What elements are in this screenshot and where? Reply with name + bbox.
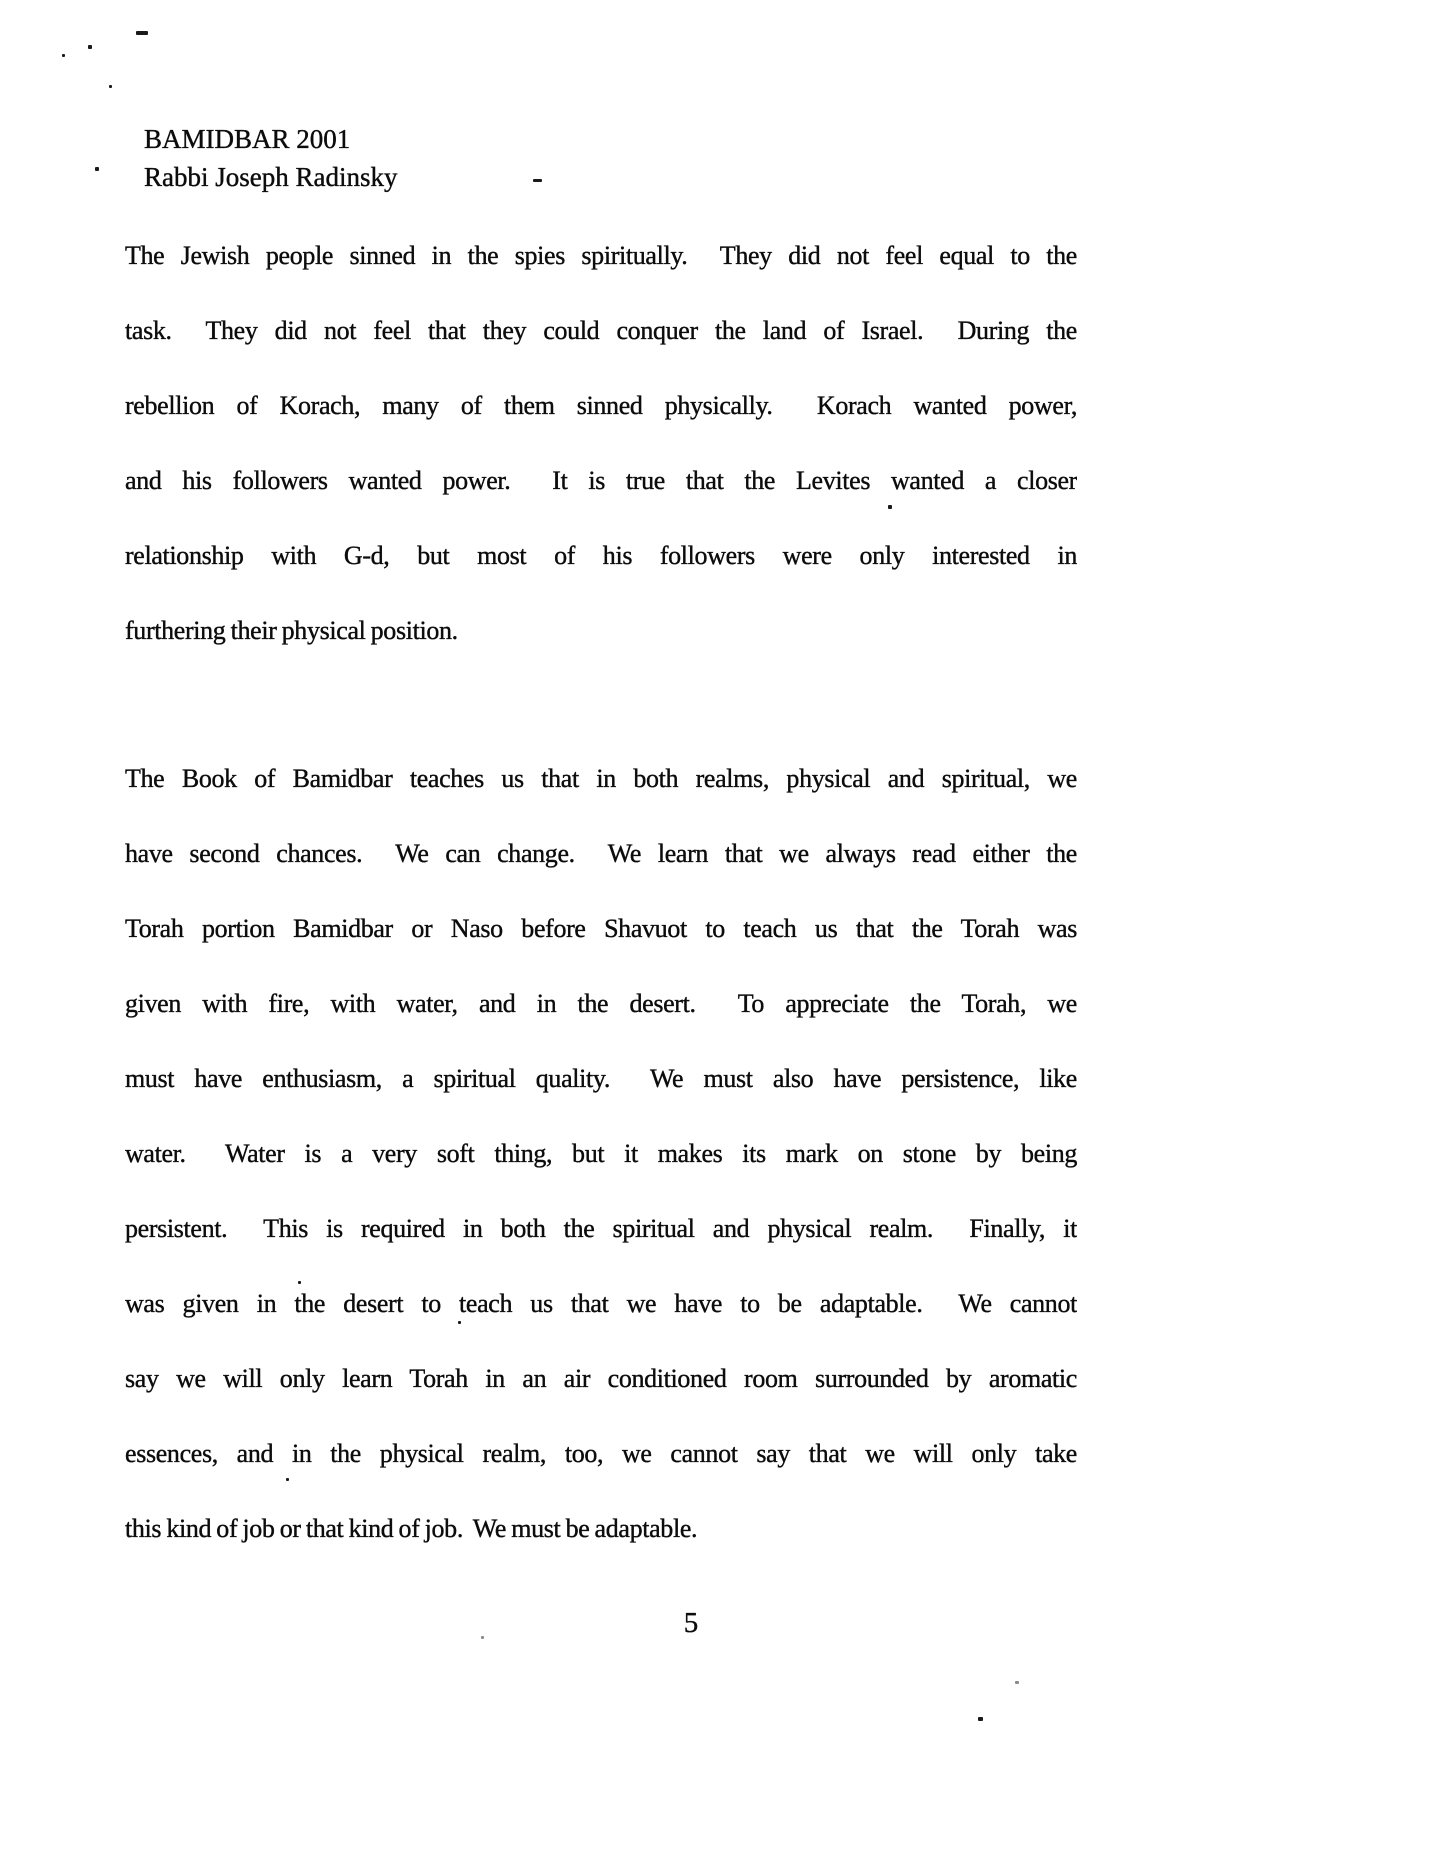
paragraph-1 <box>125 218 1077 668</box>
document-header <box>144 120 398 196</box>
scan-speckle <box>88 45 92 49</box>
document-author: Rabbi Joseph Radinsky <box>144 162 398 192</box>
text-line: have second chances. We can change. We learn that we always read either the <box>125 839 1077 868</box>
text-line: was given in the desert to teach us that we have to be adaptable. We cannot <box>125 1289 1077 1318</box>
scan-speckle <box>533 179 542 182</box>
scan-speckle <box>481 1636 484 1639</box>
text-line: water. Water is a very soft thing, but it makes its mark on stone by being <box>125 1139 1077 1168</box>
text-line: Torah portion Bamidbar or Naso before Shavuot to teach us that the Torah was <box>125 914 1077 943</box>
paragraph-2 <box>125 741 1077 1566</box>
scan-speckle <box>458 1321 461 1324</box>
text-line: must have enthusiasm, a spiritual quality. We must also have persistence, like <box>125 1064 1077 1093</box>
text-line: given with fire, with water, and in the desert. To appreciate the Torah, we <box>125 989 1077 1018</box>
text-line: task. They did not feel that they could conquer the land of Israel. During the <box>125 316 1077 345</box>
page-number: 5 <box>683 1607 699 1639</box>
scan-speckle <box>136 31 148 35</box>
scan-speckle <box>286 1478 289 1481</box>
text-line: The Book of Bamidbar teaches us that in both realms, physical and spiritual, we <box>125 764 1077 793</box>
scan-speckle <box>95 167 99 171</box>
text-line: The Jewish people sinned in the spies spiritually. They did not feel equal to the <box>125 241 1077 270</box>
text-line: persistent. This is required in both the spiritual and physical realm. Finally, it <box>125 1214 1077 1243</box>
text-line: furthering their physical position. <box>125 616 458 645</box>
text-line: rebellion of Korach, many of them sinned physically. Korach wanted power, <box>125 391 1077 420</box>
scan-speckle <box>298 1281 301 1284</box>
text-line: say we will only learn Torah in an air conditioned room surrounded by aromatic <box>125 1364 1077 1393</box>
text-line: this kind of job or that kind of job. We must be adaptable. <box>125 1514 698 1543</box>
scan-speckle <box>62 54 65 57</box>
text-line: and his followers wanted power. It is true that the Levites wanted a closer <box>125 466 1077 495</box>
document-title: BAMIDBAR 2001 <box>144 124 351 154</box>
scan-speckle <box>1015 1681 1019 1684</box>
scan-speckle <box>978 1717 983 1721</box>
text-line: relationship with G-d, but most of his followers were only interested in <box>125 541 1077 570</box>
scan-speckle <box>888 505 892 509</box>
text-line: essences, and in the physical realm, too, we cannot say that we will only take <box>125 1439 1077 1468</box>
scan-speckle <box>109 85 112 88</box>
